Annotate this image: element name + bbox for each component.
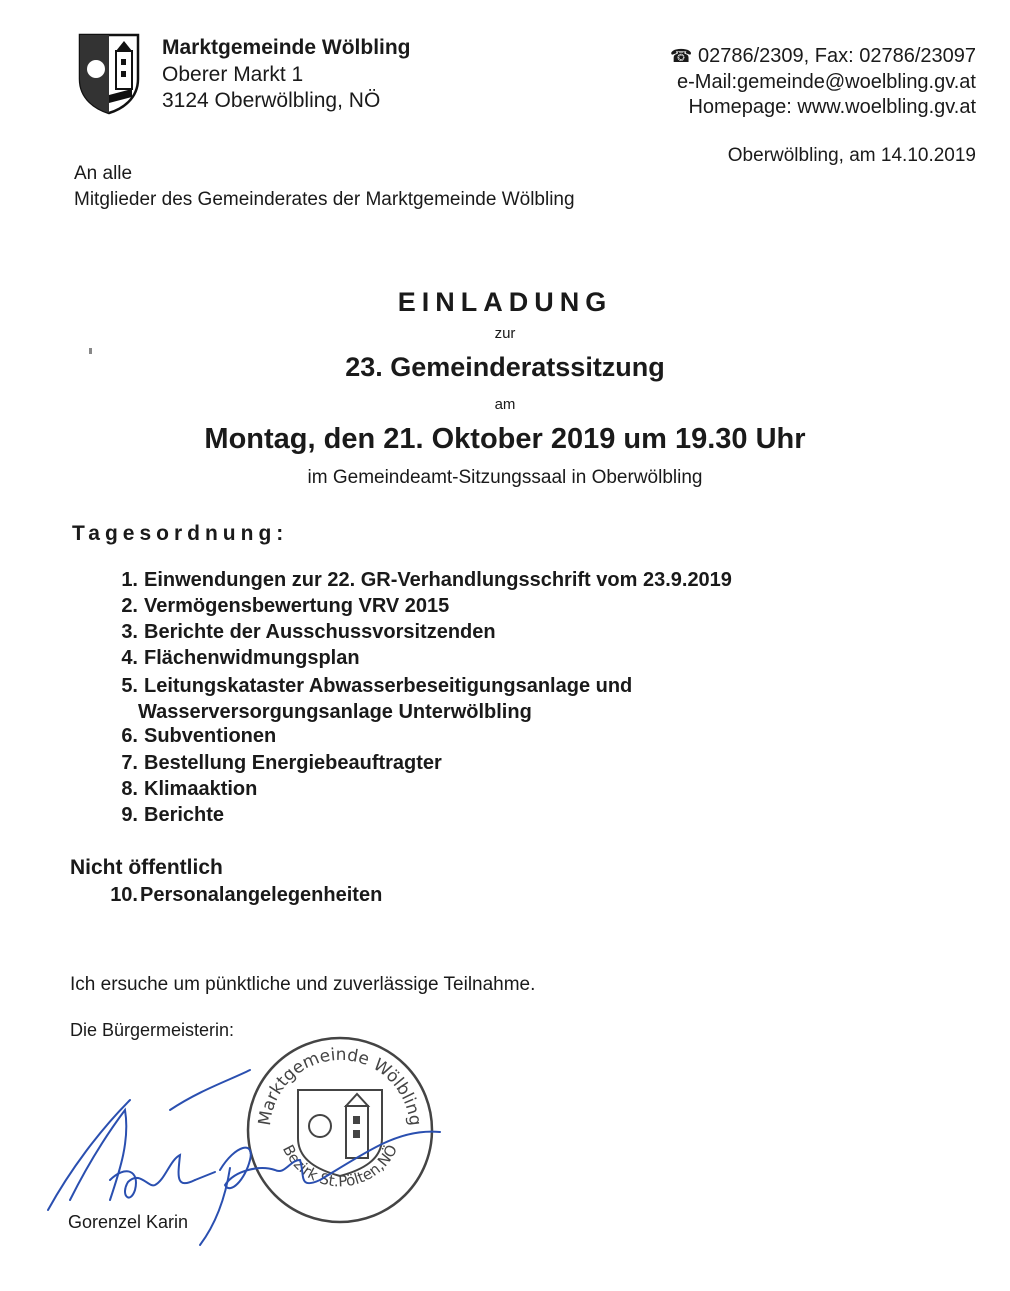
agenda-heading: Tagesordnung: bbox=[72, 522, 289, 545]
agenda-item-text: Leitungskataster Abwasserbeseitigungsanlage und bbox=[144, 675, 633, 697]
agenda-item-text: Klimaaktion bbox=[144, 778, 258, 800]
agenda-item-text: Subventionen bbox=[144, 725, 277, 747]
address-city: 3124 Oberwölbling, NÖ bbox=[162, 89, 381, 112]
agenda-item-1 bbox=[104, 569, 732, 592]
telephone-icon: ☎ bbox=[669, 46, 693, 66]
signature-label: Die Bürgermeisterin: bbox=[70, 1020, 235, 1040]
agenda-item-text: Berichte der Ausschussvorsitzenden bbox=[144, 621, 496, 643]
agenda-item-3 bbox=[104, 621, 496, 644]
agenda-item-text: Personalangelegenheiten bbox=[140, 884, 383, 906]
agenda-item-number: 3. bbox=[121, 621, 138, 643]
agenda-item-text: Berichte bbox=[144, 804, 225, 826]
agenda-item-number: 6. bbox=[121, 725, 138, 747]
agenda-item-text: Bestellung Energiebeauftragter bbox=[144, 752, 442, 774]
agenda-item-2 bbox=[104, 595, 449, 618]
stamp-bottom-text: Bezirk St.Pölten,NÖ bbox=[278, 1141, 402, 1191]
connector-am: am bbox=[494, 396, 516, 413]
agenda-item-5-continuation: Wasserversorgungsanlage Unterwölbling bbox=[138, 701, 532, 723]
email-line[interactable]: e-Mail:gemeinde@woelbling.gv.at bbox=[677, 71, 976, 93]
agenda-item-6 bbox=[104, 725, 276, 748]
agenda-item-9 bbox=[104, 804, 224, 827]
addressee-line-1: An alle bbox=[74, 163, 133, 184]
place-date: Oberwölbling, am 14.10.2019 bbox=[727, 145, 976, 166]
agenda-item-number: 8. bbox=[121, 778, 138, 800]
document-title: EINLADUNG bbox=[397, 287, 613, 317]
phone-fax-line bbox=[670, 45, 976, 68]
agenda-item-number: 9. bbox=[121, 804, 138, 826]
signatory-name: Gorenzel Karin bbox=[68, 1212, 189, 1232]
agenda-item-number: 4. bbox=[121, 647, 138, 669]
phone-fax-text: 02786/2309, Fax: 02786/23097 bbox=[697, 45, 976, 67]
agenda-item-number: 7. bbox=[121, 752, 138, 774]
nonpublic-heading: Nicht öffentlich bbox=[70, 856, 223, 879]
agenda-item-text: Flächenwidmungsplan bbox=[144, 647, 360, 669]
homepage-line[interactable]: Homepage: www.woelbling.gv.at bbox=[688, 96, 976, 118]
agenda-item-8 bbox=[104, 778, 257, 801]
agenda-item-10 bbox=[104, 884, 382, 907]
agenda-item-4 bbox=[104, 647, 360, 670]
municipal-crest-logo bbox=[78, 33, 140, 115]
agenda-item-text: Einwendungen zur 22. GR-Verhandlungsschrift vom 23.9.2019 bbox=[144, 569, 732, 591]
organization-name: Marktgemeinde Wölbling bbox=[162, 36, 411, 59]
agenda-item-5 bbox=[104, 675, 632, 698]
meeting-datetime: Montag, den 21. Oktober 2019 um 19.30 Uhr bbox=[204, 423, 806, 455]
handwritten-signature bbox=[30, 1050, 470, 1250]
addressee-line-2: Mitglieder des Gemeinderates der Marktgemeinde Wölbling bbox=[74, 189, 575, 210]
stamp-top-text: Marktgemeinde Wölbling bbox=[254, 1044, 425, 1127]
connector-zur: zur bbox=[494, 325, 516, 342]
agenda-item-number: 2. bbox=[121, 595, 138, 617]
meeting-name: 23. Gemeinderatssitzung bbox=[345, 352, 665, 382]
agenda-item-number: 1. bbox=[121, 569, 138, 591]
agenda-item-number: 5. bbox=[121, 675, 138, 697]
agenda-item-text: Vermögensbewertung VRV 2015 bbox=[144, 595, 450, 617]
agenda-item-7 bbox=[104, 752, 442, 775]
agenda-item-number: 10. bbox=[110, 884, 138, 906]
meeting-location: im Gemeindeamt-Sitzungssaal in Oberwölbling bbox=[307, 467, 703, 488]
address-street: Oberer Markt 1 bbox=[162, 63, 304, 86]
closing-request: Ich ersuche um pünktliche und zuverlässige Teilnahme. bbox=[70, 974, 536, 995]
